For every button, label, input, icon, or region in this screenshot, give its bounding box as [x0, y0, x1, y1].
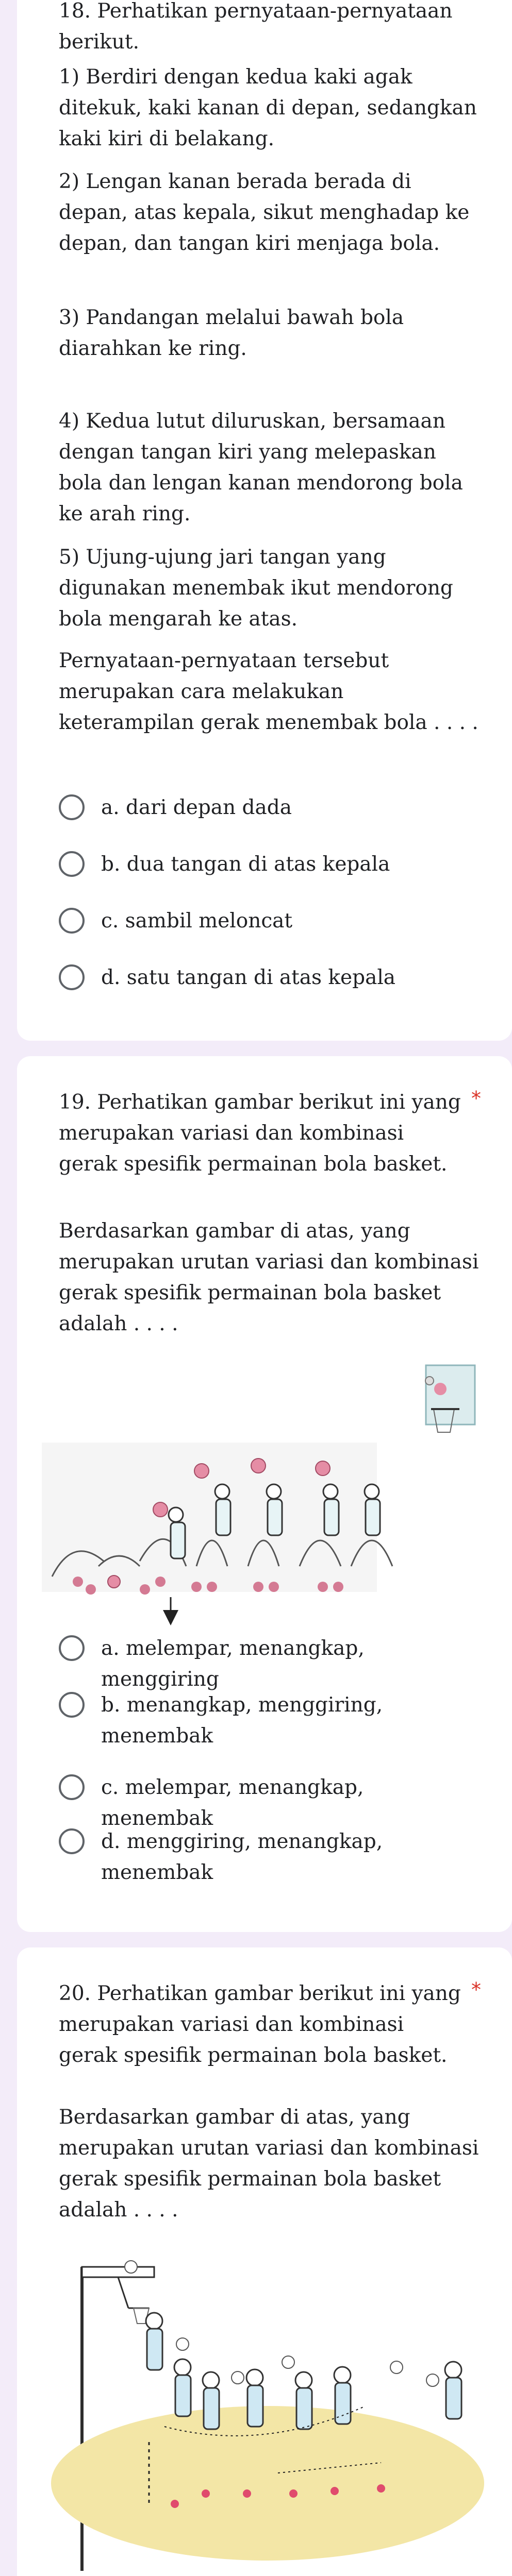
radio-icon[interactable]	[59, 964, 85, 990]
q18-statement-2: 2) Lengan kanan berada berada di depan, atas kepala, sikut menghadap ke depan, dan tangan kiri menjaga bola.	[59, 170, 470, 255]
q19-title: 19. Perhatikan gambar berikut ini yang merupakan variasi dan kombinasi gerak spesifik permainan bola basket.	[59, 1091, 461, 1176]
q18-statement-3: 3) Pandangan melalui bawah bola diarahkan ke ring.	[59, 306, 404, 360]
q19-option-c[interactable]	[59, 1772, 481, 1834]
q18-option-a[interactable]	[59, 792, 481, 823]
q18-statement-5: 5) Ujung-ujung jari tangan yang digunakan menembak ikut mendorong bola mengarah ke atas.	[59, 546, 453, 631]
q20-question: Berdasarkan gambar di atas, yang merupakan urutan variasi dan kombinasi gerak spesifik permainan bola basket adalah . . . .	[59, 2106, 479, 2222]
q19-option-d[interactable]	[59, 1826, 481, 1888]
required-asterisk: *	[471, 1978, 481, 2001]
q18-option-d[interactable]	[59, 962, 481, 993]
option-label: d. menggiring, menangkap, menembak	[101, 1830, 383, 1884]
q20-figure-image	[46, 2257, 489, 2576]
q18-statement-4: 4) Kedua lutut diluruskan, bersamaan dengan tangan kiri yang melepaskan bola dan lengan kanan mendorong bola ke arah ring.	[59, 410, 463, 526]
q19-question: Berdasarkan gambar di atas, yang merupakan urutan variasi dan kombinasi gerak spesifik permainan bola basket adalah . . . .	[59, 1219, 479, 1335]
q18-option-c[interactable]	[59, 906, 481, 937]
option-label: b. dua tangan di atas kepala	[101, 853, 390, 876]
q19-option-a[interactable]	[59, 1633, 481, 1695]
q19-figure-image	[42, 1360, 485, 1628]
q18-option-b[interactable]	[59, 849, 481, 880]
q19-option-b[interactable]	[59, 1690, 481, 1752]
option-label: c. melempar, menangkap, menembak	[101, 1776, 364, 1830]
q18-question: Pernyataan-pernyataan tersebut merupakan cara melakukan keterampilan gerak menembak bola . . . .	[59, 649, 478, 734]
radio-icon[interactable]	[59, 851, 85, 877]
question-card-20	[17, 1947, 512, 2576]
option-label: a. dari depan dada	[101, 796, 292, 819]
question-card-19	[17, 1056, 512, 1932]
required-asterisk: *	[471, 1087, 481, 1110]
radio-icon[interactable]	[59, 908, 85, 934]
option-label: c. sambil meloncat	[101, 909, 293, 933]
radio-icon[interactable]	[59, 1635, 85, 1661]
radio-icon[interactable]	[59, 794, 85, 820]
question-card-18	[17, 0, 512, 1041]
radio-icon[interactable]	[59, 1828, 85, 1854]
option-label: b. menangkap, menggiring, menembak	[101, 1693, 383, 1748]
q18-heading: 18. Perhatikan pernyataan-pernyataan berikut.	[59, 0, 453, 54]
option-label: d. satu tangan di atas kepala	[101, 966, 396, 989]
option-label: a. melempar, menangkap, menggiring	[101, 1637, 365, 1691]
q18-statement-1: 1) Berdiri dengan kedua kaki agak ditekuk, kaki kanan di depan, sedangkan kaki kiri di belakang.	[59, 65, 477, 150]
radio-icon[interactable]	[59, 1774, 85, 1800]
q20-title: 20. Perhatikan gambar berikut ini yang merupakan variasi dan kombinasi gerak spesifik permainan bola basket.	[59, 1982, 461, 2067]
radio-icon[interactable]	[59, 1692, 85, 1718]
